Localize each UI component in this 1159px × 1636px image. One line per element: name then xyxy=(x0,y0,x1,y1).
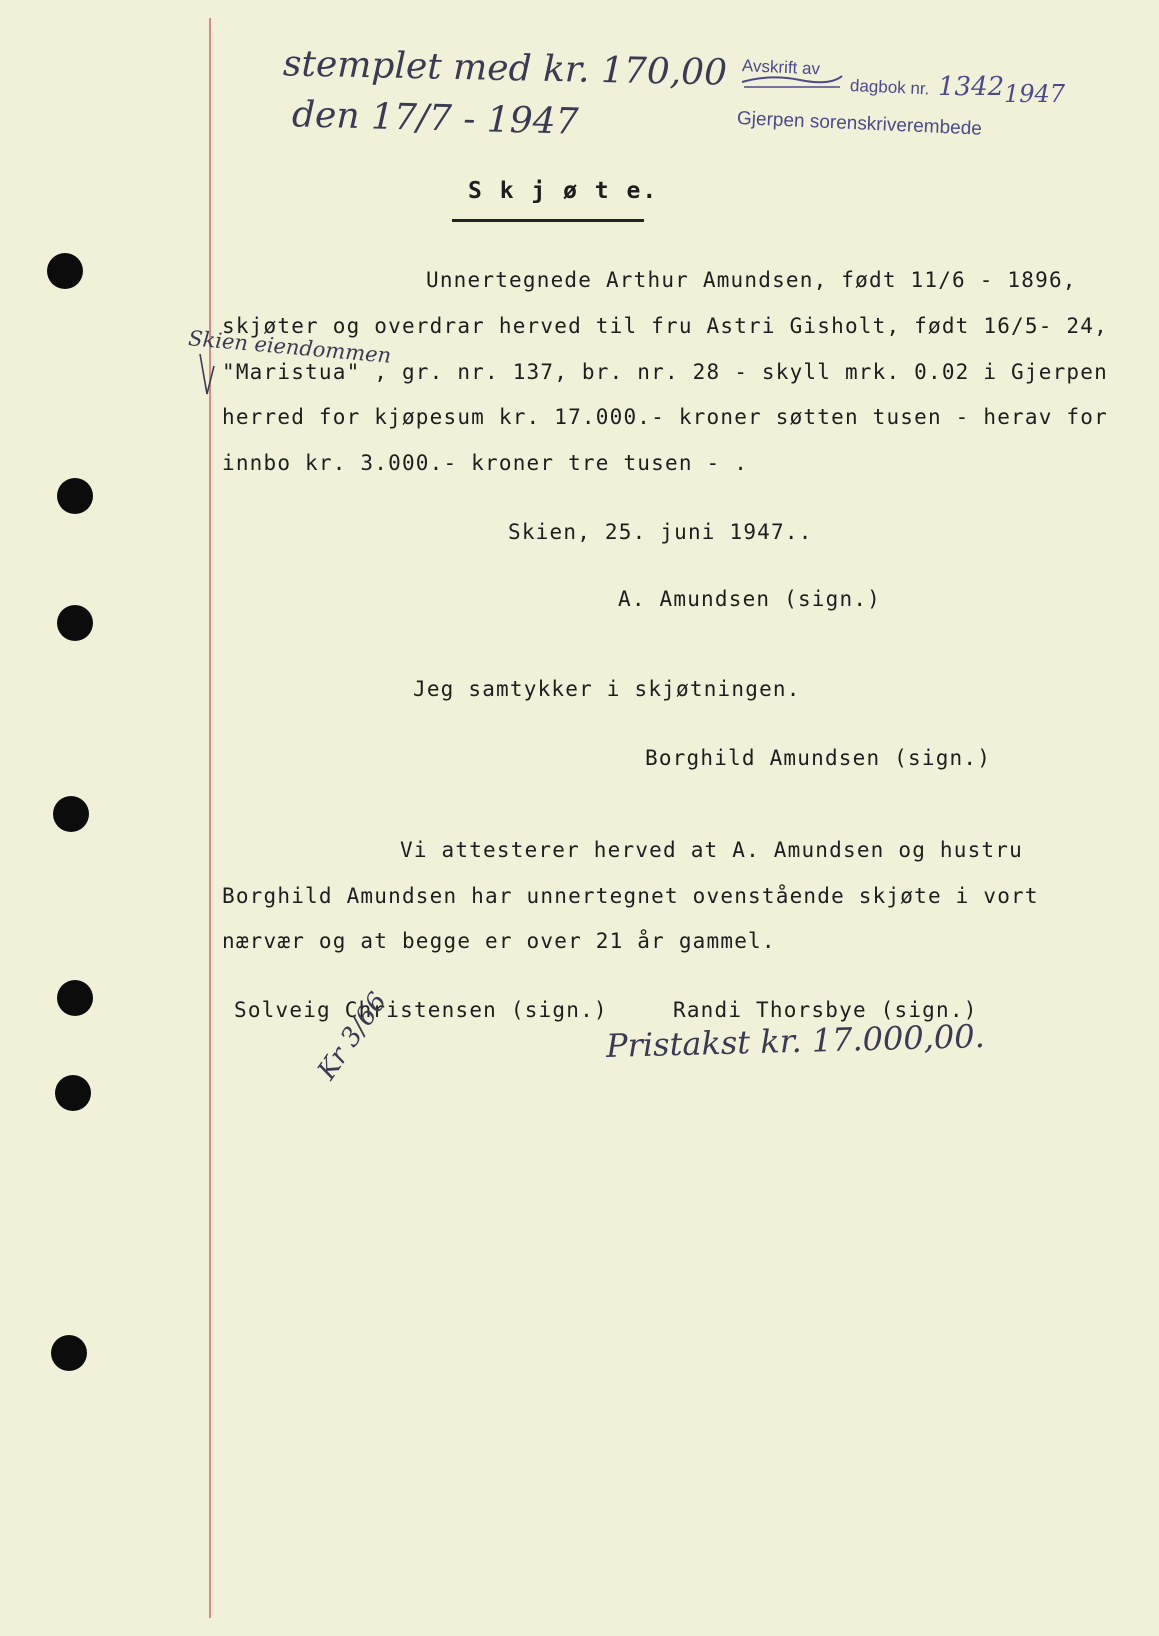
punch-hole xyxy=(57,478,93,514)
witness-signature-2: Randi Thorsbye (sign.) xyxy=(673,998,978,1022)
body-line: "Maristua" , gr. nr. 137, br. nr. 28 - skyll mrk. 0.02 i Gjerpen xyxy=(222,360,1108,384)
body-line: Unnertegnede Arthur Amundsen, født 11/6 - 1896, xyxy=(426,268,1077,292)
attest-line: nærvær og at begge er over 21 år gammel. xyxy=(222,929,776,953)
punch-hole xyxy=(57,980,93,1016)
punch-hole xyxy=(51,1335,87,1371)
handwritten-margin-insert: Skien eiendommen xyxy=(187,326,393,368)
handwritten-initials: Kr 3/66 xyxy=(312,987,394,1086)
handwritten-header-line2: den 17/7 - 1947 xyxy=(291,94,579,143)
place-date: Skien, 25. juni 1947.. xyxy=(508,520,813,544)
spouse-signature: Borghild Amundsen (sign.) xyxy=(645,746,992,770)
handwritten-valuation: Pristakst kr. 17.000,00. xyxy=(605,1017,986,1065)
stamp-year: 1947 xyxy=(1004,80,1066,108)
punch-hole xyxy=(57,605,93,641)
attest-line: Borghild Amundsen har unnertegnet ovenstående skjøte i vort xyxy=(222,884,1039,908)
body-line: herred for kjøpesum kr. 17.000.- kroner søtten tusen - herav for xyxy=(222,405,1108,429)
seller-signature: A. Amundsen (sign.) xyxy=(618,587,882,611)
body-line: innbo kr. 3.000.- kroner tre tusen - . xyxy=(222,451,749,475)
title-underline xyxy=(452,219,644,222)
stamp-strikethrough xyxy=(740,60,844,90)
punch-hole xyxy=(53,796,89,832)
margin-line xyxy=(209,18,211,1618)
insert-caret xyxy=(198,352,216,398)
stamp-dagbok: dagbok nr. xyxy=(849,76,930,99)
stamp-dagbok-number: 1342 xyxy=(938,72,1005,102)
body-line: skjøter og overdrar herved til fru Astri Gisholt, født 16/5- 24, xyxy=(222,314,1108,338)
stamp-avskrift: Avskrift av xyxy=(741,56,821,79)
handwritten-header-line1: stemplet med kr. 170,00 xyxy=(282,43,728,94)
punch-hole xyxy=(55,1075,91,1111)
witness-signature-1: Solveig Christensen (sign.) xyxy=(234,998,608,1022)
stamp-office: Gjerpen sorenskriverembede xyxy=(736,108,983,140)
document-title: S k j ø t e. xyxy=(468,178,659,204)
attest-line: Vi attesterer herved at A. Amundsen og hustru xyxy=(400,838,1023,862)
consent-text: Jeg samtykker i skjøtningen. xyxy=(413,677,801,701)
punch-hole xyxy=(47,253,83,289)
